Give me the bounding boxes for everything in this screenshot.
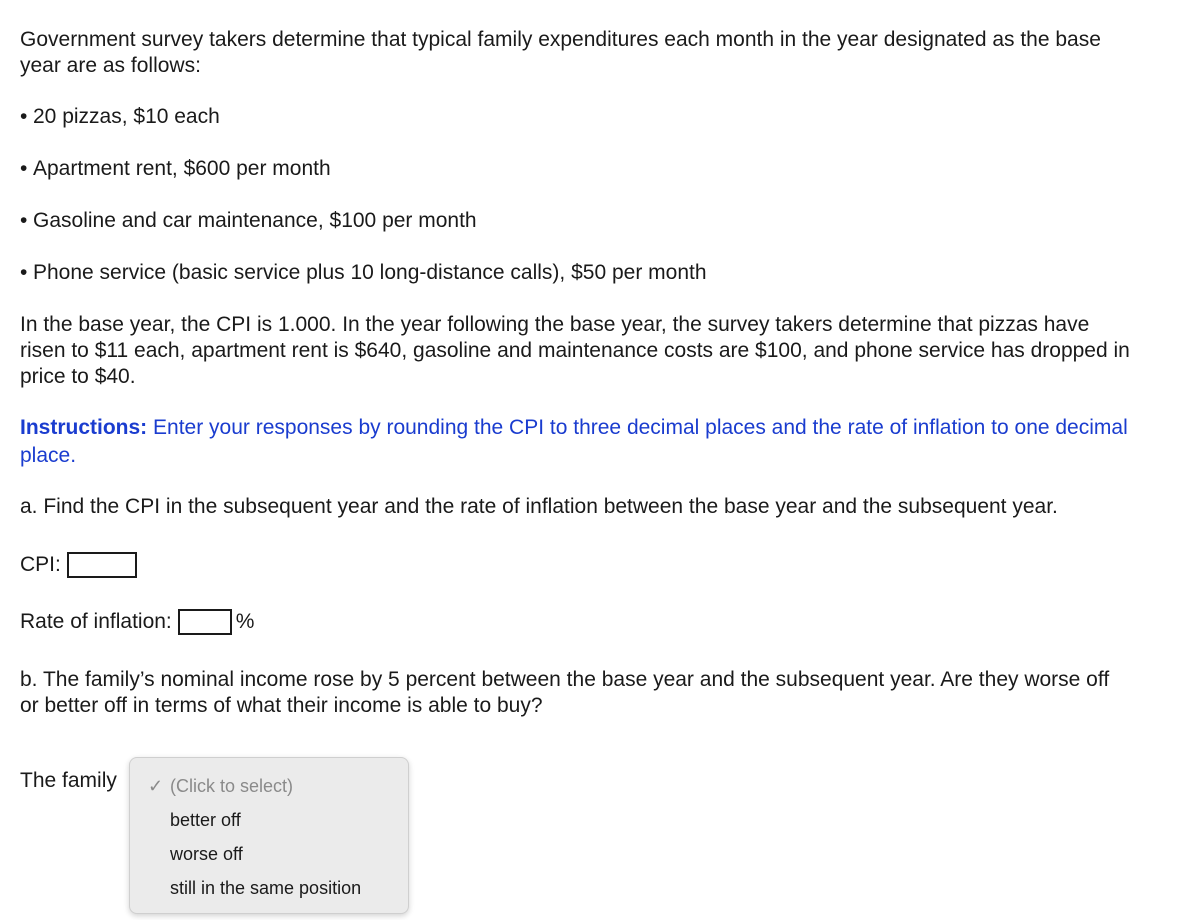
cpi-input[interactable] bbox=[67, 552, 137, 578]
intro-paragraph: Government survey takers determine that typical family expenditures each month in the year designated as the base year are as follows: bbox=[20, 28, 1101, 77]
rate-row bbox=[20, 607, 1130, 637]
cpi-label: CPI: bbox=[20, 553, 61, 576]
bullet-text: Apartment rent, $600 per month bbox=[33, 157, 331, 180]
bullet-dot-icon: • bbox=[20, 209, 28, 232]
instructions-text: Enter your responses by rounding the CPI to three decimal places and the rate of inflation to one decimal place. bbox=[20, 416, 1128, 467]
family-dropdown-menu[interactable] bbox=[129, 757, 409, 914]
bullet-dot-icon: • bbox=[20, 157, 28, 180]
question-a: a. Find the CPI in the subsequent year and the rate of inflation between the base year and the subsequent year. bbox=[20, 495, 1058, 518]
bullet-dot-icon: • bbox=[20, 105, 28, 128]
family-label: The family bbox=[20, 769, 117, 792]
percent-unit: % bbox=[235, 610, 255, 633]
rate-label: Rate of inflation: bbox=[20, 610, 172, 633]
bullet-text: Gasoline and car maintenance, $100 per month bbox=[33, 209, 477, 232]
bullet-text: 20 pizzas, $10 each bbox=[33, 105, 220, 128]
option-worse-off[interactable]: worse off bbox=[170, 844, 243, 864]
instructions-label: Instructions: bbox=[20, 416, 148, 439]
bullet-text: Phone service (basic service plus 10 long-distance calls), $50 per month bbox=[33, 261, 707, 284]
bullet-item bbox=[20, 156, 1130, 182]
checkmark-icon: ✓ bbox=[148, 776, 164, 796]
bullet-item bbox=[20, 260, 1130, 286]
bullet-dot-icon: • bbox=[20, 261, 28, 284]
question-b: b. The family’s nominal income rose by 5 percent between the base year and the subsequent year. Are they worse off or better off in terms of what their income is able to buy? bbox=[20, 668, 1110, 717]
rate-input[interactable] bbox=[178, 609, 232, 635]
option-same-position[interactable]: still in the same position bbox=[170, 878, 362, 898]
placeholder-label: (Click to select) bbox=[170, 776, 294, 796]
instructions bbox=[20, 414, 1130, 470]
question-content bbox=[20, 27, 1130, 745]
cpi-row bbox=[20, 550, 1130, 580]
price-change-paragraph: In the base year, the CPI is 1.000. In the year following the base year, the survey takers determine that pizzas have risen to $11 each, apartment rent is $640, gasoline and maintenance costs are $100, and phone service has dropped in price to $40. bbox=[20, 313, 1130, 388]
option-better-off[interactable]: better off bbox=[170, 810, 241, 830]
bullet-item bbox=[20, 208, 1130, 234]
dropdown-placeholder-option[interactable] bbox=[148, 774, 293, 798]
bullet-item bbox=[20, 104, 1130, 130]
